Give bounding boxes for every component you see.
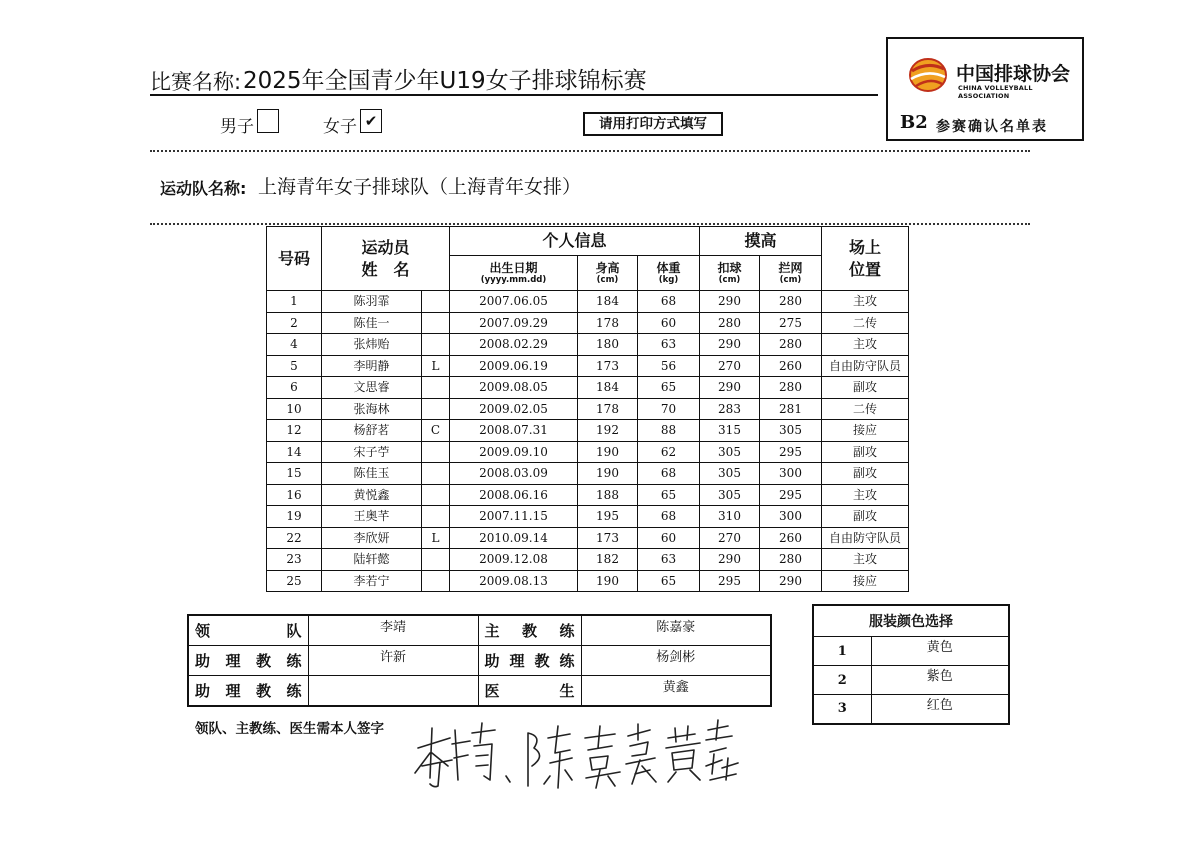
table-row	[267, 506, 909, 528]
header-spike	[700, 256, 760, 291]
player-number: 16	[267, 484, 322, 506]
player-role: L	[422, 355, 450, 377]
player-name: 文思睿	[322, 377, 422, 399]
table-row	[267, 312, 909, 334]
assistant-coach-label-3: 助理教练	[188, 676, 308, 707]
header-block-unit: (cm)	[779, 275, 802, 285]
player-name: 李若宁	[322, 570, 422, 592]
player-weight: 63	[638, 549, 700, 571]
player-dob: 2009.02.05	[450, 398, 578, 420]
uniform-option-number: 3	[813, 695, 871, 724]
player-spike-reach: 305	[700, 463, 760, 485]
player-spike-reach: 305	[700, 441, 760, 463]
table-row	[267, 398, 909, 420]
player-role: C	[422, 420, 450, 442]
player-number: 23	[267, 549, 322, 571]
table-row	[267, 463, 909, 485]
player-dob: 2007.11.15	[450, 506, 578, 528]
player-spike-reach: 315	[700, 420, 760, 442]
player-dob: 2007.09.29	[450, 312, 578, 334]
uniform-color-table	[812, 604, 1010, 725]
player-block-reach: 280	[760, 334, 822, 356]
player-role	[422, 334, 450, 356]
player-weight: 60	[638, 312, 700, 334]
player-height: 184	[578, 377, 638, 399]
assistant-coach-name-3	[308, 676, 478, 707]
player-spike-reach: 280	[700, 312, 760, 334]
header-athlete	[322, 227, 450, 291]
header-position	[822, 227, 909, 291]
player-weight: 62	[638, 441, 700, 463]
player-block-reach: 295	[760, 484, 822, 506]
table-row	[267, 377, 909, 399]
player-spike-reach: 295	[700, 570, 760, 592]
dotted-divider-top	[150, 150, 1030, 152]
table-row	[267, 355, 909, 377]
doctor-label: 医生	[478, 676, 581, 707]
volleyball-logo-icon	[908, 57, 948, 93]
player-dob: 2009.08.05	[450, 377, 578, 399]
table-row	[267, 549, 909, 571]
association-logo-box	[886, 37, 1084, 141]
player-position: 主攻	[822, 291, 909, 313]
player-number: 10	[267, 398, 322, 420]
player-weight: 65	[638, 570, 700, 592]
player-name: 宋子苧	[322, 441, 422, 463]
table-row	[267, 484, 909, 506]
uniform-color-title: 服装颜色选择	[813, 605, 1009, 637]
player-block-reach: 305	[760, 420, 822, 442]
player-block-reach: 300	[760, 506, 822, 528]
player-block-reach: 280	[760, 377, 822, 399]
player-role	[422, 398, 450, 420]
header-personal-info: 个人信息	[450, 227, 700, 256]
uniform-option-number: 2	[813, 666, 871, 695]
player-number: 1	[267, 291, 322, 313]
competition-name: 2025年全国青少年U19女子排球锦标赛	[243, 68, 647, 94]
player-position: 自由防守队员	[822, 527, 909, 549]
player-role	[422, 506, 450, 528]
player-position: 副攻	[822, 377, 909, 399]
player-dob: 2009.06.19	[450, 355, 578, 377]
leader-name: 李靖	[308, 615, 478, 646]
player-height: 190	[578, 441, 638, 463]
player-dob: 2007.06.05	[450, 291, 578, 313]
player-number: 22	[267, 527, 322, 549]
player-number: 12	[267, 420, 322, 442]
player-height: 178	[578, 312, 638, 334]
logo-english-name: CHINA VOLLEYBALL ASSOCIATION	[958, 84, 1033, 100]
player-spike-reach: 290	[700, 549, 760, 571]
player-block-reach: 260	[760, 527, 822, 549]
player-role	[422, 441, 450, 463]
competition-underline	[150, 94, 878, 96]
player-spike-reach: 283	[700, 398, 760, 420]
player-position: 副攻	[822, 506, 909, 528]
table-row	[267, 420, 909, 442]
player-block-reach: 260	[760, 355, 822, 377]
player-name: 张炜贻	[322, 334, 422, 356]
doctor-name: 黄鑫	[581, 676, 771, 707]
header-athlete-line1: 运动员	[361, 237, 410, 257]
player-name: 黄悦鑫	[322, 484, 422, 506]
player-role	[422, 570, 450, 592]
header-athlete-line2: 姓 名	[361, 259, 410, 279]
player-height: 188	[578, 484, 638, 506]
table-row	[267, 527, 909, 549]
player-number: 25	[267, 570, 322, 592]
player-dob: 2008.06.16	[450, 484, 578, 506]
player-position: 接应	[822, 420, 909, 442]
form-title: 参赛确认名单表	[936, 119, 1048, 135]
player-height: 195	[578, 506, 638, 528]
header-reach: 摸高	[700, 227, 822, 256]
roster-table	[266, 226, 909, 592]
form-code: B2	[900, 112, 928, 133]
signature-note: 领队、主教练、医生需本人签字	[195, 721, 384, 737]
player-spike-reach: 270	[700, 527, 760, 549]
head-coach-name: 陈嘉豪	[581, 615, 771, 646]
player-number: 6	[267, 377, 322, 399]
male-checkbox[interactable]	[257, 109, 279, 133]
player-role	[422, 484, 450, 506]
player-spike-reach: 270	[700, 355, 760, 377]
header-height-label: 身高	[595, 261, 620, 275]
player-number: 5	[267, 355, 322, 377]
team-name: 上海青年女子排球队（上海青年女排）	[258, 176, 582, 198]
player-position: 主攻	[822, 549, 909, 571]
header-block-label: 拦网	[778, 261, 803, 275]
player-role	[422, 312, 450, 334]
player-name: 王奥芊	[322, 506, 422, 528]
player-block-reach: 295	[760, 441, 822, 463]
female-label: 女子	[323, 117, 357, 137]
player-spike-reach: 305	[700, 484, 760, 506]
player-dob: 2009.08.13	[450, 570, 578, 592]
player-weight: 68	[638, 291, 700, 313]
uniform-option-color: 黄色	[871, 637, 1009, 666]
header-position-line2: 位置	[848, 259, 881, 279]
header-number: 号码	[267, 227, 322, 291]
header-weight-label: 体重	[656, 261, 681, 275]
player-name: 陆轩懿	[322, 549, 422, 571]
player-block-reach: 280	[760, 549, 822, 571]
player-position: 副攻	[822, 441, 909, 463]
header-block	[760, 256, 822, 291]
player-spike-reach: 310	[700, 506, 760, 528]
player-name: 杨舒茗	[322, 420, 422, 442]
player-weight: 88	[638, 420, 700, 442]
dotted-divider-bottom	[150, 223, 1030, 225]
uniform-option-number: 1	[813, 637, 871, 666]
player-role	[422, 549, 450, 571]
player-height: 178	[578, 398, 638, 420]
uniform-option-color: 紫色	[871, 666, 1009, 695]
header-position-line1: 场上	[848, 237, 881, 257]
player-weight: 63	[638, 334, 700, 356]
player-position: 自由防守队员	[822, 355, 909, 377]
player-height: 192	[578, 420, 638, 442]
table-row	[267, 570, 909, 592]
player-height: 184	[578, 291, 638, 313]
player-position: 副攻	[822, 463, 909, 485]
player-spike-reach: 290	[700, 291, 760, 313]
player-dob: 2010.09.14	[450, 527, 578, 549]
header-weight	[638, 256, 700, 291]
player-position: 接应	[822, 570, 909, 592]
player-name: 陈羽霏	[322, 291, 422, 313]
player-weight: 60	[638, 527, 700, 549]
leader-label: 领队	[188, 615, 308, 646]
player-weight: 65	[638, 377, 700, 399]
player-block-reach: 281	[760, 398, 822, 420]
player-name: 陈佳玉	[322, 463, 422, 485]
player-height: 173	[578, 527, 638, 549]
print-instruction: 请用打印方式填写	[583, 112, 723, 136]
player-role	[422, 291, 450, 313]
player-spike-reach: 290	[700, 334, 760, 356]
player-role	[422, 463, 450, 485]
assistant-coach-label-2: 助理教练	[478, 646, 581, 676]
player-role: L	[422, 527, 450, 549]
player-dob: 2009.12.08	[450, 549, 578, 571]
player-position: 主攻	[822, 334, 909, 356]
player-height: 173	[578, 355, 638, 377]
male-label: 男子	[220, 117, 254, 137]
header-spike-unit: (cm)	[718, 275, 741, 285]
player-block-reach: 290	[760, 570, 822, 592]
player-role	[422, 377, 450, 399]
player-spike-reach: 290	[700, 377, 760, 399]
player-position: 主攻	[822, 484, 909, 506]
player-number: 15	[267, 463, 322, 485]
uniform-option-color: 红色	[871, 695, 1009, 724]
player-name: 张海林	[322, 398, 422, 420]
player-name: 李明静	[322, 355, 422, 377]
player-number: 2	[267, 312, 322, 334]
assistant-coach-name-2: 杨剑彬	[581, 646, 771, 676]
player-weight: 70	[638, 398, 700, 420]
player-number: 4	[267, 334, 322, 356]
player-weight: 68	[638, 463, 700, 485]
female-checkbox[interactable]: ✔	[360, 109, 382, 133]
logo-chinese-name: 中国排球协会	[956, 63, 1071, 85]
header-dob-format: (yyyy.mm.dd)	[480, 275, 547, 285]
player-weight: 56	[638, 355, 700, 377]
player-position: 二传	[822, 398, 909, 420]
player-dob: 2008.02.29	[450, 334, 578, 356]
player-dob: 2008.03.09	[450, 463, 578, 485]
team-label: 运动队名称:	[160, 179, 247, 198]
player-dob: 2008.07.31	[450, 420, 578, 442]
player-number: 14	[267, 441, 322, 463]
table-row	[267, 291, 909, 313]
assistant-coach-name-1: 许新	[308, 646, 478, 676]
table-row	[267, 334, 909, 356]
assistant-coach-label-1: 助理教练	[188, 646, 308, 676]
head-coach-label: 主教练	[478, 615, 581, 646]
competition-label: 比赛名称:	[150, 70, 242, 94]
player-block-reach: 275	[760, 312, 822, 334]
table-row	[267, 441, 909, 463]
player-position: 二传	[822, 312, 909, 334]
player-height: 190	[578, 570, 638, 592]
player-weight: 65	[638, 484, 700, 506]
player-name: 李欣妍	[322, 527, 422, 549]
header-height-unit: (cm)	[596, 275, 619, 285]
roster-body	[267, 291, 909, 592]
header-weight-unit: (kg)	[658, 275, 679, 285]
player-weight: 68	[638, 506, 700, 528]
player-height: 182	[578, 549, 638, 571]
player-dob: 2009.09.10	[450, 441, 578, 463]
player-name: 陈佳一	[322, 312, 422, 334]
staff-table	[187, 614, 772, 707]
player-block-reach: 300	[760, 463, 822, 485]
player-number: 19	[267, 506, 322, 528]
header-height	[578, 256, 638, 291]
header-spike-label: 扣球	[717, 261, 742, 275]
player-height: 180	[578, 334, 638, 356]
player-height: 190	[578, 463, 638, 485]
player-block-reach: 280	[760, 291, 822, 313]
header-dob	[450, 256, 578, 291]
handwritten-signature	[410, 708, 740, 793]
header-dob-label: 出生日期	[489, 261, 538, 275]
